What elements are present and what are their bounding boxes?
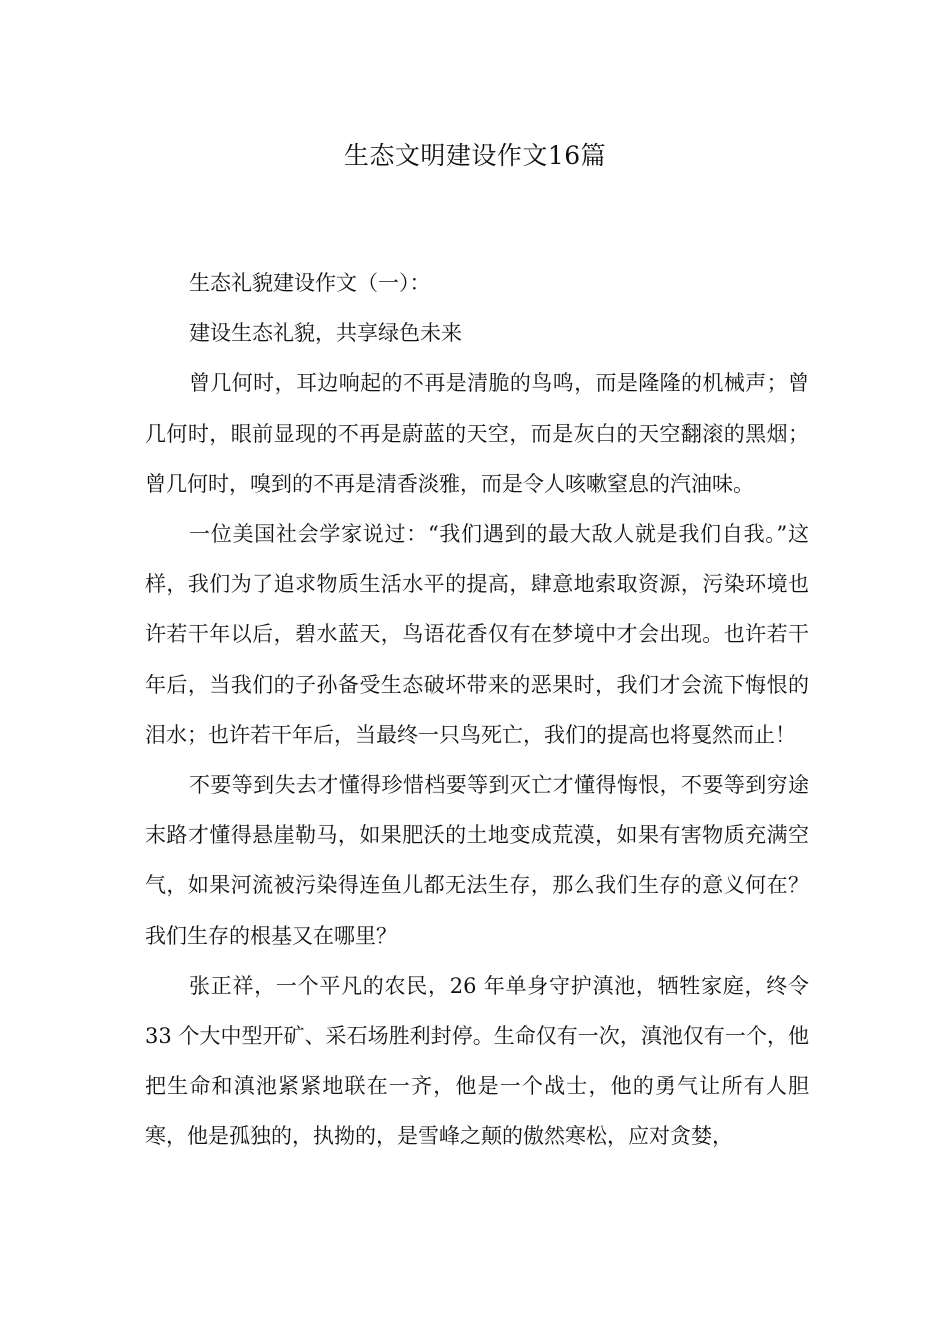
paragraph: 曾几何时，耳边响起的不再是清脆的鸟鸣，而是隆隆的机械声；曾几何时，眼前显现的不再是蔚蓝的天空，而是灰白的天空翻滚的黑烟；曾几何时，嗅到的不再是清香淡雅，而是令人咳嗽窒息的汽油味。 [145, 371, 809, 496]
document-title: 生态文明建设作文16篇 [343, 141, 607, 170]
paragraph: 不要等到失去才懂得珍惜档要等到灭亡才懂得悔恨，不要等到穷途末路才懂得悬崖勒马，如果肥沃的土地变成荒漠，如果有害物质充满空气，如果河流被污染得连鱼儿都无法生存，那么我们生存的意义何在？我们生存的根基又在哪里？ [145, 773, 809, 948]
essay-subtitle: 建设生态礼貌，共享绿色未来 [189, 321, 462, 346]
section-heading: 生态礼貌建设作文（一）： [189, 271, 431, 295]
document-body [145, 258, 809, 1162]
paragraph: 一位美国社会学家说过：“我们遇到的最大敌人就是我们自我。”这样，我们为了追求物质生活水平的提高，肆意地索取资源，污染环境也许若干年以后，碧水蓝天，鸟语花香仅有在梦境中才会出现。也许若干年后，当我们的子孙备受生态破坏带来的恶果时，我们才会流下悔恨的泪水；也许若干年后，当最终一只鸟死亡，我们的提高也将戛然而止！ [145, 522, 809, 747]
paragraph: 张正祥，一个平凡的农民，26 年单身守护滇池，牺牲家庭，终令 33 个大中型开矿、采石场胜利封停。生命仅有一次，滇池仅有一个，他把生命和滇池紧紧地联在一齐，他是一个战士，他的勇气让所有人胆寒，他是孤独的，执拗的，是雪峰之颠的傲然寒松，应对贪婪， [145, 973, 809, 1149]
